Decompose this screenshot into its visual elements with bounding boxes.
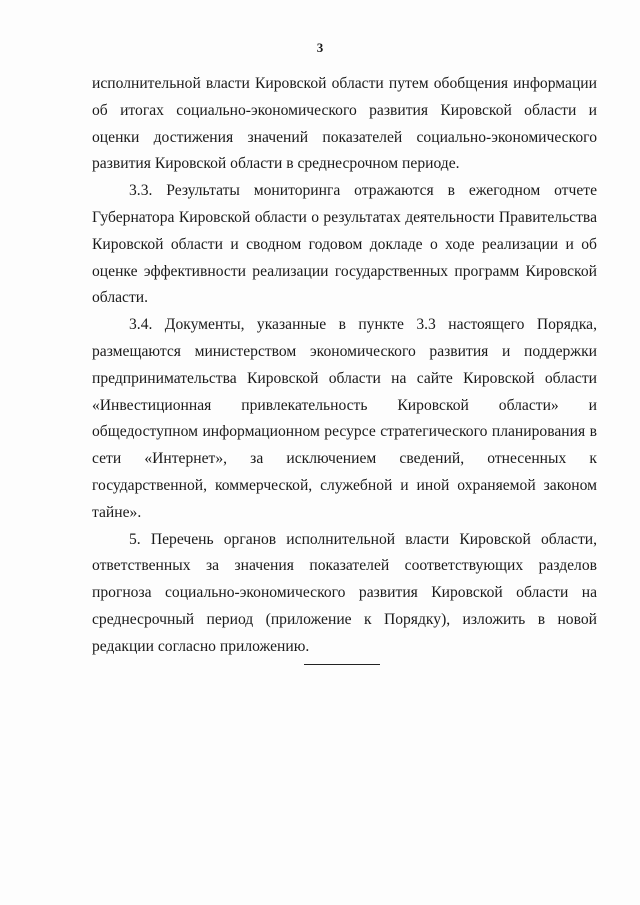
paragraph-5: 5. Перечень органов исполнительной власти Кировской области, ответственных за значения показателей соответствующих разделов прогноза социально-экономического развития Кировской области на среднесрочный период (приложение к Порядку), изложить в новой редакции согласно приложению.: [92, 530, 597, 655]
document-body: [92, 71, 597, 661]
paragraph-3-3: 3.3. Результаты мониторинга отражаются в ежегодном отчете Губернатора Кировской области о результатах деятельности Правительства Кировской области и сводном годовом докладе о ходе реализации и об оценке эффективности реализации государственных программ Кировской области.: [92, 182, 597, 307]
paragraph-continuation: исполнительной власти Кировской области путем обобщения информации об итогах социально-экономического развития Кировской области и оценки достижения значений показателей социально-экономического развития Кировской области в среднесрочном периоде.: [92, 75, 597, 173]
end-divider: [304, 664, 380, 665]
paragraph-3-4: 3.4. Документы, указанные в пункте 3.3 настоящего Порядка, размещаются министерством экономического развития и поддержки предпринимательства Кировской области на сайте Кировской области «Инвестиционная привлекательность Кировской области» и общедоступном информационном ресурсе стратегического планирования в сети «Интернет», за исключением сведений, отнесенных к государственной, коммерческой, служебной и иной охраняемой законом тайне».: [92, 316, 597, 521]
page-number: 3: [316, 40, 324, 55]
